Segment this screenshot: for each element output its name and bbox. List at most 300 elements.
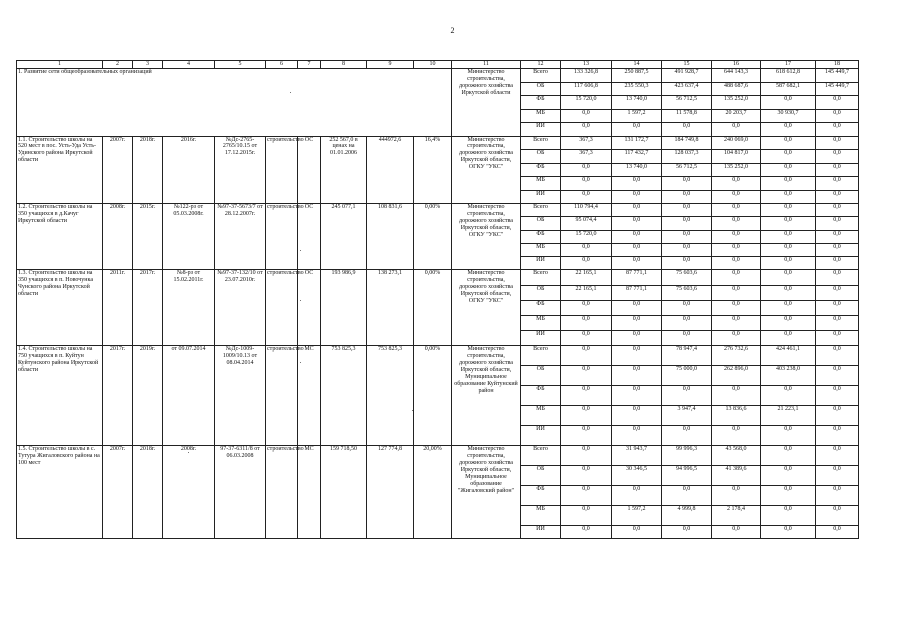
value-cell: 13 740,0 (612, 163, 662, 177)
header-cell: 16 (712, 61, 761, 69)
responsible-cell: Министерство строительства, дорожного хозяйства Иркутской области, Муниципальное образование Куйтунский район (452, 346, 521, 446)
header-cell: 10 (414, 61, 452, 69)
scan-speck (188, 452, 189, 453)
value-cell: 0,0 (816, 123, 859, 137)
value-cell: 0,0 (712, 243, 761, 256)
value-cell: 0,0 (712, 426, 761, 446)
value-cell: 0,0 (561, 526, 612, 539)
value-cell: 0,0 (662, 217, 712, 230)
value-cell: 0,0 (761, 217, 816, 230)
remaining-cost: 753 825,3 (367, 346, 414, 446)
value-cell: 0,0 (816, 386, 859, 406)
fund-source-cell: ФБ (521, 163, 561, 177)
value-cell: 0,0 (712, 300, 761, 315)
value-cell: 367,3 (561, 136, 612, 150)
header-cell: 15 (662, 61, 712, 69)
readiness-percent: 0,00% (414, 204, 452, 270)
value-cell: 0,0 (561, 346, 612, 366)
item-name: 1.5. Строительство школы в с. Тутура Жигаловского района на 100 мест (17, 446, 103, 539)
value-cell: 0,0 (662, 331, 712, 346)
estimated-cost: 252 567,0 в ценах на 01.01.2006 (321, 136, 367, 204)
start-year: 2007г. (103, 136, 133, 204)
value-cell: 1 597,2 (612, 109, 662, 123)
expertise-doc: 97-37-6311/8 от 06.03.2008 (215, 446, 266, 539)
value-cell: 43 568,0 (712, 446, 761, 466)
item-row (17, 270, 859, 285)
header-cell: 18 (816, 61, 859, 69)
responsible-cell: Министерство строительства, дорожного хозяйства Иркутской области (452, 69, 521, 137)
value-cell: 0,0 (761, 150, 816, 164)
decision-doc: №122-рз от 05.03.2008г. (163, 204, 215, 270)
value-cell: 184 749,8 (662, 136, 712, 150)
value-cell: 131 172,7 (612, 136, 662, 150)
header-row (17, 61, 859, 69)
scan-speck (300, 250, 301, 251)
value-cell: 0,0 (816, 466, 859, 486)
scan-speck (300, 300, 301, 301)
value-cell: 0,0 (561, 486, 612, 506)
value-cell: 145 449,7 (816, 69, 859, 83)
fund-source-cell: ОБ (521, 285, 561, 300)
value-cell: 15 720,0 (561, 230, 612, 243)
value-cell: 13 740,0 (612, 96, 662, 110)
section-row (17, 69, 859, 83)
value-cell: 0,0 (712, 217, 761, 230)
item-row (17, 346, 859, 366)
responsible-cell: Министерство строительства, дорожного хозяйства Иркутской области, ОГКУ "УКС" (452, 136, 521, 204)
responsible-cell: Министерство строительства, дорожного хозяйства Иркутской области, Муниципальное образование "Жигаловский район" (452, 446, 521, 539)
value-cell: 0,0 (712, 316, 761, 331)
value-cell: 276 732,6 (712, 346, 761, 366)
value-cell: 4 999,8 (662, 506, 712, 526)
header-cell: 3 (133, 61, 163, 69)
fund-source-cell: Всего (521, 204, 561, 217)
expertise-doc: №Дс-1009-1009/10.13 от 08.04.2014 (215, 346, 266, 446)
work-type: строительство (266, 446, 298, 539)
value-cell: 0,0 (662, 426, 712, 446)
value-cell: 0,0 (816, 446, 859, 466)
value-cell: 0,0 (612, 346, 662, 366)
value-cell: 0,0 (712, 204, 761, 217)
value-cell: 0,0 (816, 163, 859, 177)
value-cell: 0,0 (712, 190, 761, 204)
item-row (17, 136, 859, 150)
value-cell: 0,0 (816, 486, 859, 506)
value-cell: 0,0 (612, 177, 662, 191)
estimated-cost: 753 825,3 (321, 346, 367, 446)
value-cell: 0,0 (816, 285, 859, 300)
value-cell: 0,0 (761, 486, 816, 506)
value-cell: 0,0 (662, 300, 712, 315)
value-cell: 0,0 (761, 96, 816, 110)
value-cell: 0,0 (761, 270, 816, 285)
value-cell: 135 252,0 (712, 96, 761, 110)
value-cell: 0,0 (662, 230, 712, 243)
value-cell: 0,0 (761, 177, 816, 191)
value-cell: 0,0 (561, 243, 612, 256)
fund-source-cell: ИИ (521, 257, 561, 270)
end-year: 2019г. (133, 346, 163, 446)
value-cell: 0,0 (612, 386, 662, 406)
value-cell: 0,0 (761, 204, 816, 217)
fund-source-cell: МБ (521, 406, 561, 426)
fund-source-cell: ФБ (521, 230, 561, 243)
value-cell: 0,0 (712, 386, 761, 406)
value-cell: 0,0 (816, 316, 859, 331)
value-cell: 0,0 (662, 190, 712, 204)
value-cell: 0,0 (816, 150, 859, 164)
expertise-doc: №97-37-5673/7 от 28.12.2007г. (215, 204, 266, 270)
value-cell: 0,0 (561, 177, 612, 191)
value-cell: 0,0 (761, 506, 816, 526)
value-cell: 21 223,1 (761, 406, 816, 426)
value-cell: 75 000,0 (662, 366, 712, 386)
remaining-cost: 444972,6 (367, 136, 414, 204)
decision-doc: 2016г. (163, 136, 215, 204)
responsible-cell: Министерство строительства, дорожного хозяйства Иркутской области, ОГКУ "УКС" (452, 204, 521, 270)
value-cell: 0,0 (561, 426, 612, 446)
expertise-doc: №97-37-132/10 от 23.07.2010г. (215, 270, 266, 346)
fund-source-cell: Всего (521, 270, 561, 285)
fund-source-cell: ОБ (521, 466, 561, 486)
item-name: 1.2. Строительство школы на 350 учащихся в д.Качуг Иркутской области (17, 204, 103, 270)
responsible-cell: Министерство строительства, дорожного хозяйства Иркутской области, ОГКУ "УКС" (452, 270, 521, 346)
value-cell: 75 603,6 (662, 285, 712, 300)
header-cell: 5 (215, 61, 266, 69)
value-cell: 0,0 (816, 366, 859, 386)
item-name: 1.4. Строительство школы на 750 учащихся в п. Куйтун Куйтунского района Иркутской области (17, 346, 103, 446)
item-name: 1.3. Строительство школы на 350 учащихся в п. Новочунка Чунского района Иркутской области (17, 270, 103, 346)
value-cell: 0,0 (712, 331, 761, 346)
value-cell: 75 603,6 (662, 270, 712, 285)
value-cell: 11 578,8 (662, 109, 712, 123)
value-cell: 133 326,8 (561, 69, 612, 83)
value-cell: 0,0 (761, 526, 816, 539)
value-cell: 0,0 (561, 190, 612, 204)
value-cell: 0,0 (816, 270, 859, 285)
value-cell: 31 943,7 (612, 446, 662, 466)
value-cell: 0,0 (561, 366, 612, 386)
value-cell: 22 165,1 (561, 270, 612, 285)
work-type: строительство (266, 270, 298, 346)
fund-source-cell: Всего (521, 346, 561, 366)
value-cell: 0,0 (816, 204, 859, 217)
value-cell: 0,0 (662, 526, 712, 539)
value-cell: 56 712,5 (662, 96, 712, 110)
section-title: 1. Развитие сети общеобразовательных организаций (17, 69, 452, 137)
value-cell: 87 771,1 (612, 270, 662, 285)
value-cell: 0,0 (816, 230, 859, 243)
value-cell: 0,0 (712, 123, 761, 137)
start-year: 2007г. (103, 446, 133, 539)
end-year: 2018г. (133, 136, 163, 204)
value-cell: 0,0 (561, 109, 612, 123)
value-cell: 22 165,1 (561, 285, 612, 300)
value-cell: 0,0 (612, 526, 662, 539)
value-cell: 491 928,7 (662, 69, 712, 83)
fund-source-cell: ИИ (521, 526, 561, 539)
fund-source-cell: ОБ (521, 82, 561, 96)
funding-table (16, 60, 859, 539)
remaining-cost: 108 831,6 (367, 204, 414, 270)
value-cell: 95 074,4 (561, 217, 612, 230)
header-cell: 12 (521, 61, 561, 69)
value-cell: 30 346,5 (612, 466, 662, 486)
value-cell: 0,0 (662, 386, 712, 406)
fund-source-cell: Всего (521, 69, 561, 83)
value-cell: 94 996,5 (662, 466, 712, 486)
value-cell: 41 389,6 (712, 466, 761, 486)
fund-source-cell: ИИ (521, 190, 561, 204)
value-cell: 0,0 (712, 177, 761, 191)
value-cell: 128 037,3 (662, 150, 712, 164)
start-year: 2008г. (103, 204, 133, 270)
page-number: 2 (450, 26, 455, 35)
value-cell: 0,0 (761, 163, 816, 177)
value-cell: 0,0 (816, 243, 859, 256)
value-cell: 240 069,0 (712, 136, 761, 150)
value-cell: 15 720,0 (561, 96, 612, 110)
header-cell: 7 (298, 61, 321, 69)
value-cell: 20 203,7 (712, 109, 761, 123)
value-cell: 145 449,7 (816, 82, 859, 96)
value-cell: 0,0 (761, 386, 816, 406)
value-cell: 56 712,5 (662, 163, 712, 177)
header-cell: 6 (266, 61, 298, 69)
end-year: 2015г. (133, 204, 163, 270)
value-cell: 0,0 (662, 204, 712, 217)
value-cell: 0,0 (816, 257, 859, 270)
fund-source-cell: МБ (521, 109, 561, 123)
value-cell: 0,0 (612, 300, 662, 315)
item-name: 1.1. Строительство школы на 520 мест в пос. Усть-Уда Усть-Удинского района Иркутской области (17, 136, 103, 204)
value-cell: 0,0 (662, 177, 712, 191)
value-cell: 235 550,3 (612, 82, 662, 96)
value-cell: 587 682,1 (761, 82, 816, 96)
header-cell: 1 (17, 61, 103, 69)
work-type: строительство (266, 136, 298, 204)
header-cell: 2 (103, 61, 133, 69)
value-cell: 0,0 (662, 257, 712, 270)
value-cell: 0,0 (816, 300, 859, 315)
item-row (17, 204, 859, 217)
fund-source-cell: МБ (521, 243, 561, 256)
value-cell: 0,0 (561, 316, 612, 331)
readiness-percent: 20,00% (414, 446, 452, 539)
value-cell: 0,0 (612, 190, 662, 204)
fund-source-cell: МБ (521, 316, 561, 331)
header-cell: 8 (321, 61, 367, 69)
end-year: 2018г. (133, 446, 163, 539)
readiness-percent: 0,00% (414, 270, 452, 346)
fund-source-cell: МБ (521, 177, 561, 191)
value-cell: 0,0 (761, 300, 816, 315)
value-cell: 262 896,0 (712, 366, 761, 386)
value-cell: 0,0 (612, 257, 662, 270)
value-cell: 0,0 (816, 190, 859, 204)
header-cell: 4 (163, 61, 215, 69)
value-cell: 0,0 (816, 177, 859, 191)
value-cell: 30 930,7 (761, 109, 816, 123)
value-cell: 110 794,4 (561, 204, 612, 217)
header-cell: 14 (612, 61, 662, 69)
value-cell: 0,0 (761, 426, 816, 446)
decision-doc: от 09.07.2014 (163, 346, 215, 446)
value-cell: 0,0 (612, 426, 662, 446)
fund-source-cell: МБ (521, 506, 561, 526)
start-year: 2017г. (103, 346, 133, 446)
estimated-cost: 159 718,50 (321, 446, 367, 539)
value-cell: 0,0 (712, 486, 761, 506)
value-cell: 0,0 (761, 230, 816, 243)
expertise-doc: №Дс-2765-2765/10.15 от 17.12.2015г. (215, 136, 266, 204)
value-cell: 0,0 (761, 243, 816, 256)
value-cell: 117 432,7 (612, 150, 662, 164)
value-cell: 0,0 (612, 331, 662, 346)
decision-doc: 2008г. (163, 446, 215, 539)
value-cell: 423 637,4 (662, 82, 712, 96)
readiness-percent: 16,4% (414, 136, 452, 204)
value-cell: 78 947,4 (662, 346, 712, 366)
value-cell: 0,0 (712, 285, 761, 300)
value-cell: 87 771,1 (612, 285, 662, 300)
value-cell: 0,0 (561, 257, 612, 270)
work-type: строительство (266, 346, 298, 446)
value-cell: 104 817,0 (712, 150, 761, 164)
value-cell: 0,0 (816, 526, 859, 539)
value-cell: 0,0 (561, 123, 612, 137)
value-cell: 0,0 (612, 316, 662, 331)
value-cell: 13 836,6 (712, 406, 761, 426)
estimated-cost: 193 986,9 (321, 270, 367, 346)
fund-source-cell: ФБ (521, 300, 561, 315)
value-cell: 3 947,4 (662, 406, 712, 426)
value-cell: 0,0 (612, 243, 662, 256)
value-cell: 488 687,6 (712, 82, 761, 96)
header-cell: 13 (561, 61, 612, 69)
scan-speck (412, 410, 413, 411)
value-cell: 0,0 (561, 300, 612, 315)
value-cell: 0,0 (612, 406, 662, 426)
fund-source-cell: Всего (521, 136, 561, 150)
value-cell: 0,0 (712, 230, 761, 243)
value-cell: 424 461,1 (761, 346, 816, 366)
value-cell: 99 996,3 (662, 446, 712, 466)
value-cell: 0,0 (761, 190, 816, 204)
value-cell: 644 143,3 (712, 69, 761, 83)
value-cell: 0,0 (816, 136, 859, 150)
header-cell: 17 (761, 61, 816, 69)
fund-source-cell: ИИ (521, 426, 561, 446)
value-cell: 0,0 (712, 526, 761, 539)
value-cell: 2 178,4 (712, 506, 761, 526)
fund-source-cell: ФБ (521, 96, 561, 110)
value-cell: 0,0 (816, 346, 859, 366)
object-type: ОС (298, 204, 321, 270)
value-cell: 0,0 (816, 96, 859, 110)
value-cell: 403 238,0 (761, 366, 816, 386)
value-cell: 0,0 (761, 446, 816, 466)
value-cell: 0,0 (816, 331, 859, 346)
scan-speck (290, 92, 291, 93)
scan-speck (300, 362, 301, 363)
value-cell: 0,0 (561, 466, 612, 486)
remaining-cost: 127 774,8 (367, 446, 414, 539)
readiness-percent: 0,00% (414, 346, 452, 446)
value-cell: 0,0 (561, 331, 612, 346)
value-cell: 0,0 (561, 506, 612, 526)
header-cell: 9 (367, 61, 414, 69)
value-cell: 0,0 (561, 406, 612, 426)
value-cell: 0,0 (561, 386, 612, 406)
value-cell: 0,0 (761, 257, 816, 270)
value-cell: 0,0 (662, 243, 712, 256)
value-cell: 0,0 (761, 331, 816, 346)
object-type: МС (298, 446, 321, 539)
value-cell: 0,0 (612, 217, 662, 230)
value-cell: 0,0 (712, 270, 761, 285)
value-cell: 0,0 (662, 486, 712, 506)
fund-source-cell: Всего (521, 446, 561, 466)
decision-doc: №8-рз от 15.02.2011г. (163, 270, 215, 346)
value-cell: 0,0 (816, 217, 859, 230)
fund-source-cell: ОБ (521, 217, 561, 230)
object-type: ОС (298, 270, 321, 346)
fund-source-cell: ИИ (521, 331, 561, 346)
value-cell: 0,0 (761, 136, 816, 150)
fund-source-cell: ОБ (521, 366, 561, 386)
value-cell: 0,0 (761, 123, 816, 137)
value-cell: 0,0 (761, 285, 816, 300)
fund-source-cell: ФБ (521, 486, 561, 506)
value-cell: 0,0 (612, 366, 662, 386)
value-cell: 0,0 (612, 204, 662, 217)
fund-source-cell: ИИ (521, 123, 561, 137)
value-cell: 0,0 (816, 406, 859, 426)
value-cell: 0,0 (561, 446, 612, 466)
value-cell: 0,0 (561, 163, 612, 177)
value-cell: 0,0 (712, 257, 761, 270)
value-cell: 0,0 (662, 123, 712, 137)
header-cell: 11 (452, 61, 521, 69)
start-year: 2011г. (103, 270, 133, 346)
value-cell: 135 252,0 (712, 163, 761, 177)
value-cell: 117 606,8 (561, 82, 612, 96)
fund-source-cell: ФБ (521, 386, 561, 406)
end-year: 2017г. (133, 270, 163, 346)
fund-source-cell: ОБ (521, 150, 561, 164)
value-cell: 367,3 (561, 150, 612, 164)
value-cell: 0,0 (816, 109, 859, 123)
value-cell: 1 597,2 (612, 506, 662, 526)
value-cell: 250 887,5 (612, 69, 662, 83)
value-cell: 0,0 (816, 426, 859, 446)
value-cell: 618 612,8 (761, 69, 816, 83)
object-type: ОС (298, 136, 321, 204)
value-cell: 0,0 (662, 316, 712, 331)
object-type: МС (298, 346, 321, 446)
work-type: строительство (266, 204, 298, 270)
remaining-cost: 138 273,1 (367, 270, 414, 346)
value-cell: 0,0 (612, 123, 662, 137)
value-cell: 0,0 (816, 506, 859, 526)
value-cell: 0,0 (612, 230, 662, 243)
estimated-cost: 245 077,1 (321, 204, 367, 270)
item-row (17, 446, 859, 466)
value-cell: 0,0 (761, 316, 816, 331)
value-cell: 0,0 (612, 486, 662, 506)
value-cell: 0,0 (761, 466, 816, 486)
